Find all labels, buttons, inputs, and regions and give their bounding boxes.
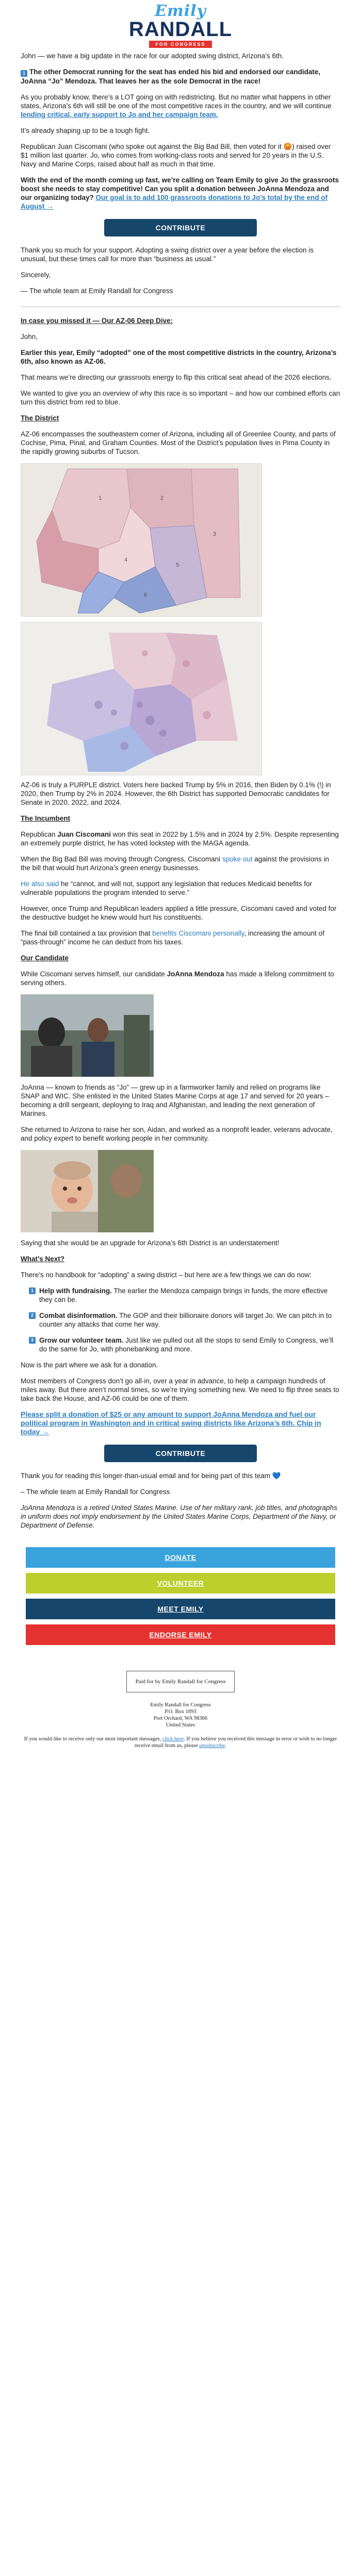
intro-paragraph: As you probably know, there’s a LOT going on with redistricting. But no matter what happens in other states, Arizona’s 6th will still be one of the most competitive races in the country, and we will continue lending critical, early support to Jo and her campaign team. [21,93,332,118]
candidate-p2: JoAnna — known to friends as “Jo” — grew up in a farmworker family and relied on programs like SNAP and WIC. She enlisted in the United States Marine Corps at age 17 and served for 20 years – becoming a drill sergeant, deploying to Iraq and Afghanistan, and leading the next generation of Marines. [21,1083,329,1117]
arizona-map-graphic [21,464,261,616]
list-item: 2 Combat disinformation. The GOP and their billionaire donors will target Jo. We can pitch in to counter any attacks that come her way. [21,1311,340,1329]
district-p2: AZ-06 is truly a PURPLE district. Voters here backed Trump by 5% in 2016, then Biden by 0.1% (!) in 2020, then Trump by 2% in 2024. However, the 6th District has supported Democratic candidates for Senate in 2020, 2022, and 2024. [21,781,331,806]
signature: — The whole team at Emily Randall for Congress [21,287,173,295]
candidate-photo-interview [21,994,154,1077]
incumbent-p1: Republican Juan Ciscomani won this seat in 2022 by 1.5% and in 2024 by 2.5%. Despite representing an extremely purple district, he has voted lockstep with the MAGA agenda. [21,831,339,847]
number-badge-icon: 3 [29,1337,36,1344]
number-badge-icon: 1 [29,1287,36,1294]
military-disclaimer: JoAnna Mendoza is a retired United States Marine. Use of her military rank, job titles, and photographs in uniform does not imply endorsement by the United States Marine Corps, Department of the Navy, or Department of Defense. [21,1504,337,1529]
final-thanks: Thank you for reading this longer-than-usual email and for being part of this team 💙 [21,1472,281,1480]
map-label: 2 [160,495,164,501]
contribute-button[interactable]: CONTRIBUTE [104,219,257,236]
map-label: 5 [176,562,179,568]
mailing-address: Emily Randall for Congress P.O. Box 1893 Port Orchard, WA 98366 United States [150,1702,211,1728]
number-badge-icon: 2 [29,1312,36,1319]
deepdive-p3: We wanted to give you an overview of why this race is so important – and how our combined efforts can turn this district from red to blue. [21,389,340,406]
deepdive-title: In case you missed it — Our AZ-06 Deep Dive: [21,317,173,325]
thanks-paragraph: Thank you so much for your support. Adopting a swing district over a year before the election is unusual, but these times call for more than “business as usual.” [21,246,314,263]
logo-script: Emily [155,2,206,20]
lending-support-link[interactable]: lending critical, early support to Jo and her campaign team. [21,111,218,118]
next-p1: Now is the part where we ask for a donation. [21,1361,158,1369]
endorse-emily-button[interactable]: ENDORSE EMILY [26,1624,335,1645]
footer-buttons [21,1537,340,1653]
next-intro: There’s no handbook for “adopting” a swing district – but here are a few things we can do now: [21,1271,312,1279]
tough-fight: It’s already shaping up to be a tough fight. [21,127,150,134]
district-p1: AZ-06 encompasses the southeastern corner of Arizona, including all of Greenlee County, and parts of Cochise, Pima, Pinal, and Graham Counties. Most of the District’s population lives in Pima County in the rapidly growing suburbs of Tucson. [21,430,336,455]
he-also-said-link[interactable]: He also said [21,880,59,888]
map-label: 1 [99,495,102,501]
split-donation-link[interactable]: Please split a donation of $25 or any amount to support JoAnna Mendoza and fuel our political program in Washington and in critical swing districts like Arizona’s 6th. Chip in today → [21,1410,321,1436]
benefits-ciscomani-link[interactable]: benefits Ciscomani personally [152,929,244,937]
list-item: 1 Help with fundraising. The earlier the Mendoza campaign brings in funds, the more effective they can be. [21,1286,340,1304]
map-label: 4 [124,557,128,563]
donate-paragraph [21,1410,340,1436]
brand-header [21,0,340,52]
district-vote-map [21,622,262,775]
incumbent-p2: When the Big Bad Bill was moving through Congress, Ciscomani spoke out against the provisions in the bill that would hurt Arizona’s green energy businesses. [21,855,330,872]
goal-link[interactable]: Our goal is to add 100 grassroots donations to Jo’s total by the end of August → [21,194,328,210]
unsubscribe-link[interactable]: unsubscribe [199,1743,225,1749]
incumbent-p4: However, once Trump and Republican leaders applied a little pressure, Ciscomani caved and voted for the destructive budget he knew would hurt his constituents. [21,905,337,921]
greeting: John — we have a big update in the race for our adopted swing district, Arizona’s 6th. [21,52,284,60]
candidate-p3: She returned to Arizona to raise her son, Aidan, and worked as a nonprofit leader, veterans advocate, and policy expert to benefit working people in her community. [21,1126,333,1142]
next-title: What’s Next? [21,1255,65,1263]
arizona-district-map [21,463,262,617]
click-here-link[interactable]: click here [162,1736,184,1742]
photo-graphic [21,994,154,1077]
headline: 1 The other Democrat running for the seat has ended his bid and endorsed our candidate, JoAnna “Jo” Mendoza. That leaves her as the sole Democrat in the race! [21,68,321,85]
incumbent-p3: He also said he “cannot, and will not, support any legislation that reduces Medicaid benefits for vulnerable populations the program intended to serve.” [21,880,313,896]
number-badge-icon: 1 [21,70,27,77]
candidate-title: Our Candidate [21,954,69,962]
map-label: 6 [144,592,147,598]
logo-name: RANDALL [128,18,233,41]
contribute-button[interactable]: CONTRIBUTE [104,1445,257,1462]
list-item: 3 Grow our volunteer team. Just like we pulled out all the stops to send Emily to Congress, we’ll do the same for Jo, with phonebanking and more. [21,1336,340,1353]
photo-graphic [21,1150,154,1232]
incumbent-title: The Incumbent [21,815,71,822]
logo-tag: FOR CONGRESS [149,41,211,48]
meet-emily-button[interactable]: MEET EMILY [26,1599,335,1619]
spoke-out-link[interactable]: spoke out [222,855,253,863]
ciscomani-paragraph: Republican Juan Ciscomani (who spoke out against the Big Bad Bill, then voted for it 😡) raised over $1 million last quarter. Jo, who comes from working-class roots and served for 20 years in the U.S. Navy and Marine Corps, raised about half as much in that time. [21,143,331,168]
district-title: The District [21,414,59,422]
map-label: 3 [213,531,217,537]
signoff: Sincerely, [21,271,51,279]
ask-paragraph: With the end of the month coming up fast, we’re calling on Team Emily to give Jo the grassroots boost she needs to stay competitive! Can you split a donation between JoAnna Mendoza and our organizing today? Our goal is to add 100 grassroots donations to Jo’s total by the end of August → [21,176,339,210]
candidate-p4: Saying that she would be an upgrade for Arizona’s 6th District is an understatement! [21,1239,280,1247]
precinct-map-graphic [21,622,261,775]
candidate-photo-family [21,1150,154,1232]
volunteer-button[interactable]: VOLUNTEER [26,1573,335,1594]
deepdive-p1: Earlier this year, Emily “adopted” one of the most competitive districts in the country, Arizona’s 6th, also known as AZ-06. [21,349,337,365]
unsubscribe-text: If you would like to receive only our most important messages, click here. If you believe you received this message in error or wish to no longer receive email from us, please unsubscribe. [24,1736,337,1749]
candidate-p1: While Ciscomani serves himself, our candidate JoAnna Mendoza has made a lifelong commitment to serving others. [21,970,334,987]
next-p2: Most members of Congress don’t go all-in, over a year in advance, to help a campaign hundreds of miles away. But there aren’t normal times, so we’re trying something new. We need to flip three seats to take back the House, and AZ-06 could be one of them. [21,1377,339,1402]
deepdive-p2: That means we’re directing our grassroots energy to flip this critical seat ahead of the 2026 elections. [21,374,332,381]
incumbent-p5: The final bill contained a tax provision that benefits Ciscomani personally, increasing the amount of “pass-through” income he can deduct from his taxes. [21,929,324,946]
deepdive-hello: John, [21,333,38,341]
donate-button[interactable]: DONATE [26,1547,335,1568]
paid-for-box: Paid for by Emily Randall for Congress [126,1671,235,1692]
final-signature: – The whole team at Emily Randall for Congress [21,1488,170,1496]
